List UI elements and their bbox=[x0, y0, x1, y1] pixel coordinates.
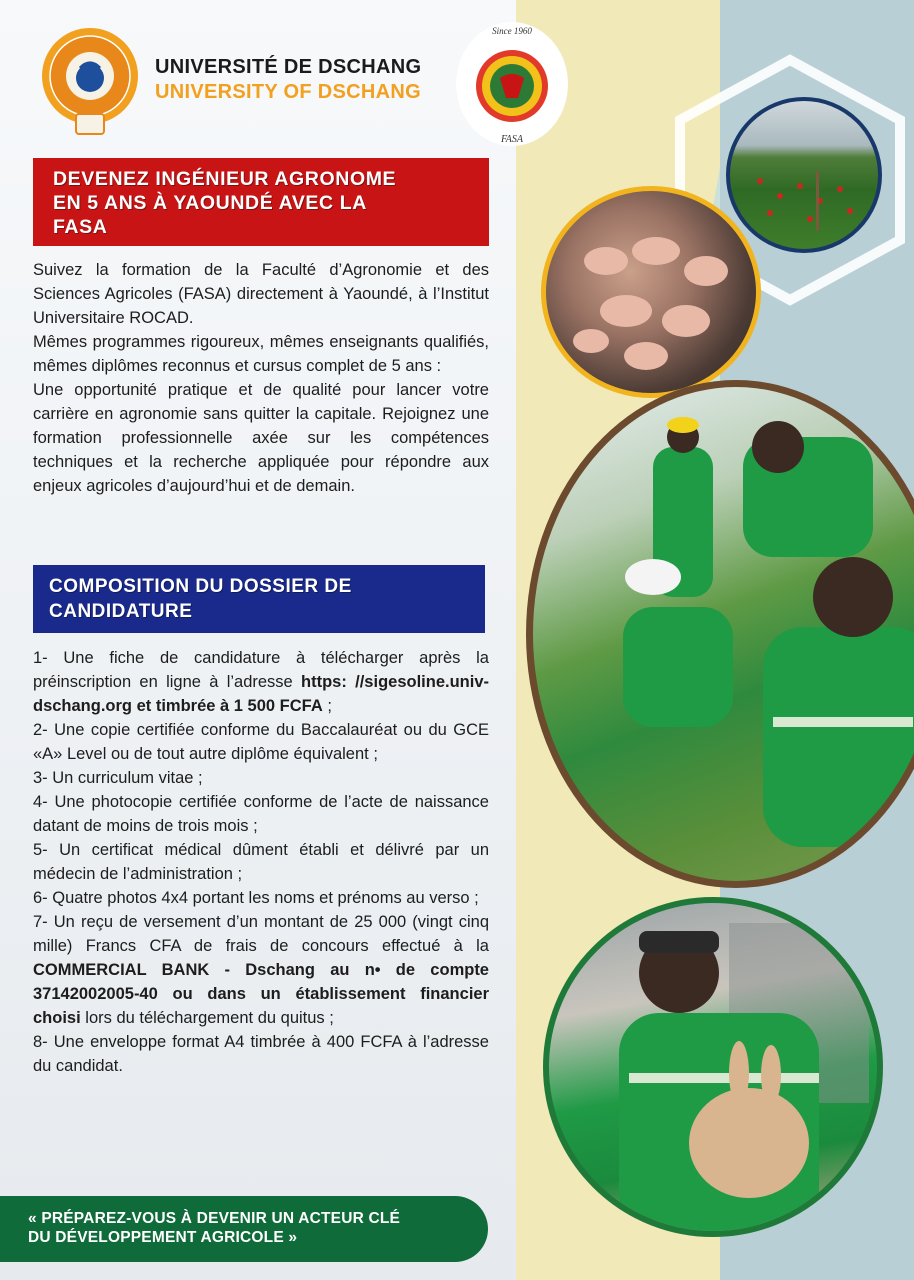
item-7-text: 7- Un reçu de versement d’un montant de 25 000 (vingt cinq mille) Francs CFA de frais de concours effectué à la bbox=[33, 913, 489, 955]
intro-text bbox=[33, 258, 489, 498]
slogan-banner bbox=[0, 1196, 488, 1262]
list-item-1 bbox=[33, 646, 489, 718]
composition-heading-line-2: CANDIDATURE bbox=[49, 601, 193, 622]
item-7-end: lors du téléchargement du quitus ; bbox=[80, 1009, 334, 1027]
fasa-logo bbox=[452, 18, 572, 150]
fasa-abbr-text: FASA bbox=[500, 134, 524, 145]
main-title-banner bbox=[33, 158, 489, 246]
list-item-2: 2- Une copie certifiée conforme du Baccalauréat ou du GCE «A» Level ou de tout autre diplôme équivalent ; bbox=[33, 721, 489, 763]
list-item-8: 8- Une enveloppe format A4 timbrée à 400 FCFA à l’adresse du candidat. bbox=[33, 1033, 489, 1075]
list-item-7 bbox=[33, 910, 489, 1030]
list-item-5: 5- Un certificat médical dûment établi et délivré par un médecin de l’administration ; bbox=[33, 841, 489, 883]
list-item-4: 4- Une photocopie certifiée conforme de l’acte de naissance datant de moins de trois mois ; bbox=[33, 793, 489, 835]
pigs-photo bbox=[541, 186, 761, 398]
list-item-6: 6- Quatre photos 4x4 portant les noms et prénoms au verso ; bbox=[33, 889, 479, 907]
intro-paragraph-2: Mêmes programmes rigoureux, mêmes enseignants qualifiés, mêmes diplômes reconnus et cursus complet de 5 ans : bbox=[33, 333, 489, 375]
intro-paragraph-3: Une opportunité pratique et de qualité pour lancer votre carrière en agronomie sans quitter la capitale. Rejoignez une formation professionnelle axée sur les compétences techniques et la recherche appliquée pour répondre aux enjeux agricoles d’aujourd’hui et de demain. bbox=[33, 381, 489, 495]
item-7-bold: COMMERCIAL BANK - Dschang au n• de compte 37142002005-40 ou dans un établissement financier choisi bbox=[33, 961, 489, 1027]
fasa-since-text: Since 1960 bbox=[492, 26, 532, 36]
slogan-line-1: « PRÉPAREZ-VOUS À DEVENIR UN ACTEUR CLÉ bbox=[28, 1210, 401, 1227]
university-logo bbox=[38, 24, 142, 140]
title-line-3: FASA bbox=[53, 216, 108, 238]
intro-paragraph-1: Suivez la formation de la Faculté d’Agronomie et des Sciences Agricoles (FASA) directement à Yaoundé, à l’Institut Universitaire ROCAD. bbox=[33, 261, 489, 327]
slogan-line-2: DU DÉVELOPPEMENT AGRICOLE » bbox=[28, 1229, 298, 1246]
title-line-1: DEVENEZ INGÉNIEUR AGRONOME bbox=[53, 168, 397, 190]
composition-heading-banner bbox=[33, 565, 485, 633]
item-1-end: ; bbox=[322, 697, 332, 715]
chili-field-photo bbox=[726, 97, 882, 253]
university-name-french: UNIVERSITÉ DE DSCHANG bbox=[155, 56, 422, 78]
application-requirements-list bbox=[33, 646, 489, 1078]
university-name-english: UNIVERSITY OF DSCHANG bbox=[155, 81, 421, 103]
item-1-text: 1- Une fiche de candidature à télécharger après la préinscription en ligne à l’adresse bbox=[33, 649, 489, 691]
list-item-3: 3- Un curriculum vitae ; bbox=[33, 769, 203, 787]
rabbit-student-photo bbox=[543, 897, 883, 1237]
title-line-2: EN 5 ANS À YAOUNDÉ AVEC LA bbox=[53, 192, 367, 214]
composition-heading-line-1: COMPOSITION DU DOSSIER DE bbox=[49, 576, 352, 597]
item-1-bold: https: //sigesoline.univ-dschang.org et timbrée à 1 500 FCFA bbox=[33, 673, 490, 715]
